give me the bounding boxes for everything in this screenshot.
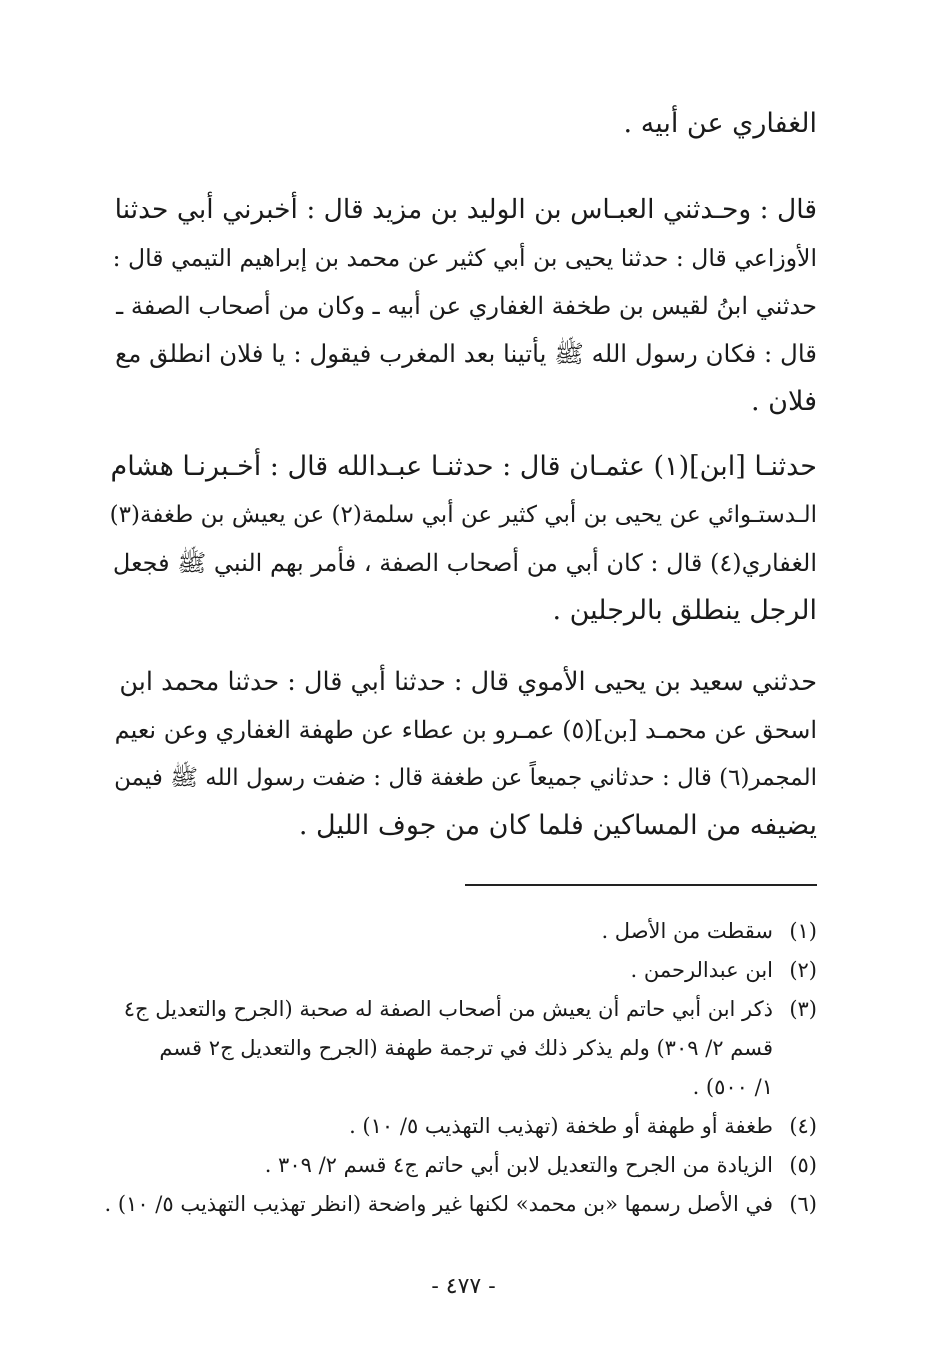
text-line: المجمر(٦) قال : حدثاني جميعاً عن طغفة قال : ضفت رسول الله ﷺ فيمن (114, 765, 817, 791)
text-line: الغفاري عن أبيه . (623, 108, 817, 139)
footnote-3 (109, 990, 817, 1107)
footnote-number: (٥) (789, 1153, 817, 1177)
page-number: - ٤٧٧ - (431, 1274, 496, 1299)
paragraph (109, 443, 817, 635)
footnote-5 (109, 1146, 817, 1185)
text-line: حدثني ابنُ لقيس بن طخفة الغفاري عن أبيه ـ وكان من أصحاب الصفة ـ (116, 292, 817, 320)
text-line: الـدستـوائي عن يحيى بن أبي كثير عن أبي سلمة(٢) عن يعيش بن طغفة(٣) (109, 502, 817, 528)
footnote-number: (٢) (789, 958, 817, 982)
footnote-text: ابن عبدالرحمن . (630, 958, 773, 982)
footnote-number: (١) (789, 919, 817, 943)
footnote-number: (٦) (789, 1192, 817, 1216)
text-line: الأوزاعي قال : حدثنا يحيى بن أبي كثير عن محمد بن إبراهيم التيمي قال : (112, 244, 817, 272)
footnote-text: في الأصل رسمها «بن محمد» لكنها غير واضحة (انظر تهذيب التهذيب ٥/ ١٠) . (104, 1192, 773, 1216)
text-line: حدثنـا [ابن](١) عثمـان قال : حدثنـا عبـدالله قال : أخـبرنـا هشام (110, 451, 817, 482)
footnote-text: سقطت من الأصل . (601, 919, 773, 943)
footnote-2 (109, 951, 817, 990)
paragraph (109, 100, 817, 148)
footnote-4 (109, 1107, 817, 1146)
text-line: فلان . (750, 386, 817, 417)
footnotes (104, 912, 817, 1224)
paragraph (109, 658, 817, 850)
footnote-separator (465, 884, 817, 886)
footnote-number: (٤) (789, 1114, 817, 1138)
footnote-text: ذكر ابن أبي حاتم أن يعيش من أصحاب الصفة له صحبة (الجرح والتعديل ج٤ (123, 997, 773, 1021)
footnote-text: طغفة أو طهفة أو طخفة (تهذيب التهذيب ٥/ ١٠) . (349, 1114, 773, 1138)
text-line: يضيفه من المساكين فلما كان من جوف الليل . (298, 810, 817, 841)
footnote-1 (109, 912, 817, 951)
text-line: الغفاري(٤) قال : كان أبي من أصحاب الصفة ، فأمر بهم النبي ﷺ فجعل (112, 549, 817, 577)
footnote-6 (104, 1185, 817, 1224)
text-line: حدثني سعيد بن يحيى الأموي قال : حدثنا أبي قال : حدثنا محمد ابن (119, 667, 817, 697)
text-line: قال : وحـدثني العبـاس بن الوليد بن مزيد قال : أخبرني أبي حدثنا (114, 194, 817, 225)
paragraph (109, 186, 817, 426)
footnote-text: ١/ ٥٠٠) . (692, 1075, 773, 1099)
footnote-number: (٣) (789, 997, 817, 1021)
text-line: الرجل ينطلق بالرجلين . (552, 595, 817, 626)
text-line: قال : فكان رسول الله ﷺ يأتينا بعد المغرب فيقول : يا فلان انطلق مع (115, 339, 817, 368)
footnote-text: قسم ٢/ ٣٠٩) ولم يذكر ذلك في ترجمة طهفة (الجرح والتعديل ج٢ قسم (159, 1036, 773, 1060)
text-line: اسحق عن محمـد [بن](٥) عمـرو بن عطاء عن طهفة الغفاري وعن نعيم (114, 716, 817, 744)
footnote-text: الزيادة من الجرح والتعديل لابن أبي حاتم ج٤ قسم ٢/ ٣٠٩ . (264, 1153, 773, 1177)
